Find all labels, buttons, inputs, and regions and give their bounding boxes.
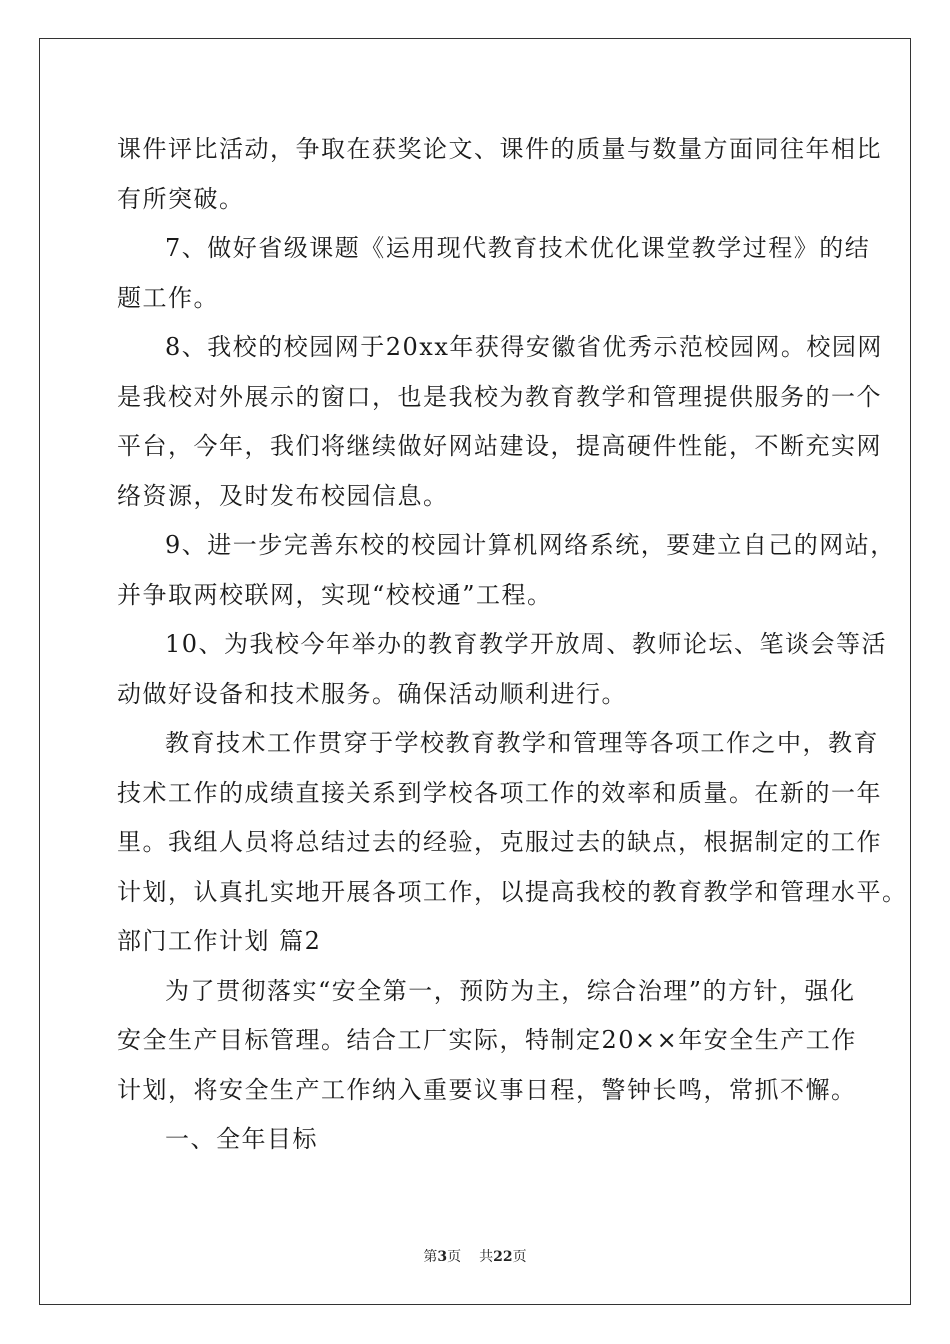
- page-footer: [0, 1246, 950, 1266]
- paragraph-start: 9、进一步完善东校的校园计算机网络系统，要建立自己的网站，: [165, 531, 896, 559]
- page-total: 22: [493, 1249, 513, 1265]
- text-line: 里。我组人员将总结过去的经验，克服过去的缺点，根据制定的工作: [117, 828, 882, 856]
- text-line: 并争取两校联网，实现“校校通”工程。: [117, 580, 553, 609]
- document-body: [117, 125, 908, 1165]
- total-prefix: 共: [479, 1249, 494, 1265]
- page-suffix: 页: [447, 1249, 462, 1265]
- text-line: 络资源，及时发布校园信息。: [117, 481, 449, 510]
- text-line: 计划，认真扎实地开展各项工作，以提高我校的教育教学和管理水平。: [117, 877, 908, 906]
- text-line: 技术工作的成绩直接关系到学校各项工作的效率和质量。在新的一年: [117, 778, 882, 807]
- page-prefix: 第: [423, 1249, 438, 1265]
- paragraph-start: 8、我校的校园网于20xx年获得安徽省优秀示范校园网。校园网: [165, 333, 883, 361]
- total-suffix: 页: [512, 1249, 527, 1265]
- text-line: 课件评比活动，争取在获奖论文、课件的质量与数量方面同往年相比: [117, 135, 882, 163]
- text-line: 题工作。: [117, 283, 219, 312]
- page-current: 3: [437, 1249, 448, 1265]
- subheading: 一、全年目标: [165, 1125, 318, 1153]
- paragraph-start: 7、做好省级课题《运用现代教育技术优化课堂教学过程》的结: [165, 234, 871, 262]
- paragraph-start: 为了贯彻落实“安全第一，预防为主，综合治理”的方针，强化: [165, 976, 856, 1005]
- paragraph-start: 教育技术工作贯穿于学校教育教学和管理等各项工作之中，教育: [165, 729, 879, 757]
- text-line: 是我校对外展示的窗口，也是我校为教育教学和管理提供服务的一个: [117, 382, 882, 411]
- section-heading: 部门工作计划 篇2: [117, 927, 322, 955]
- text-line: 有所突破。: [117, 184, 245, 213]
- text-line: 平台，今年，我们将继续做好网站建设，提高硬件性能，不断充实网: [117, 432, 882, 460]
- text-line: 计划，将安全生产工作纳入重要议事日程，警钟长鸣，常抓不懈。: [117, 1075, 857, 1104]
- text-line: 动做好设备和技术服务。确保活动顺利进行。: [117, 679, 627, 708]
- text-line: 安全生产目标管理。结合工厂实际，特制定20××年安全生产工作: [117, 1026, 857, 1054]
- paragraph-start: 10、为我校今年举办的教育教学开放周、教师论坛、笔谈会等活: [165, 630, 888, 658]
